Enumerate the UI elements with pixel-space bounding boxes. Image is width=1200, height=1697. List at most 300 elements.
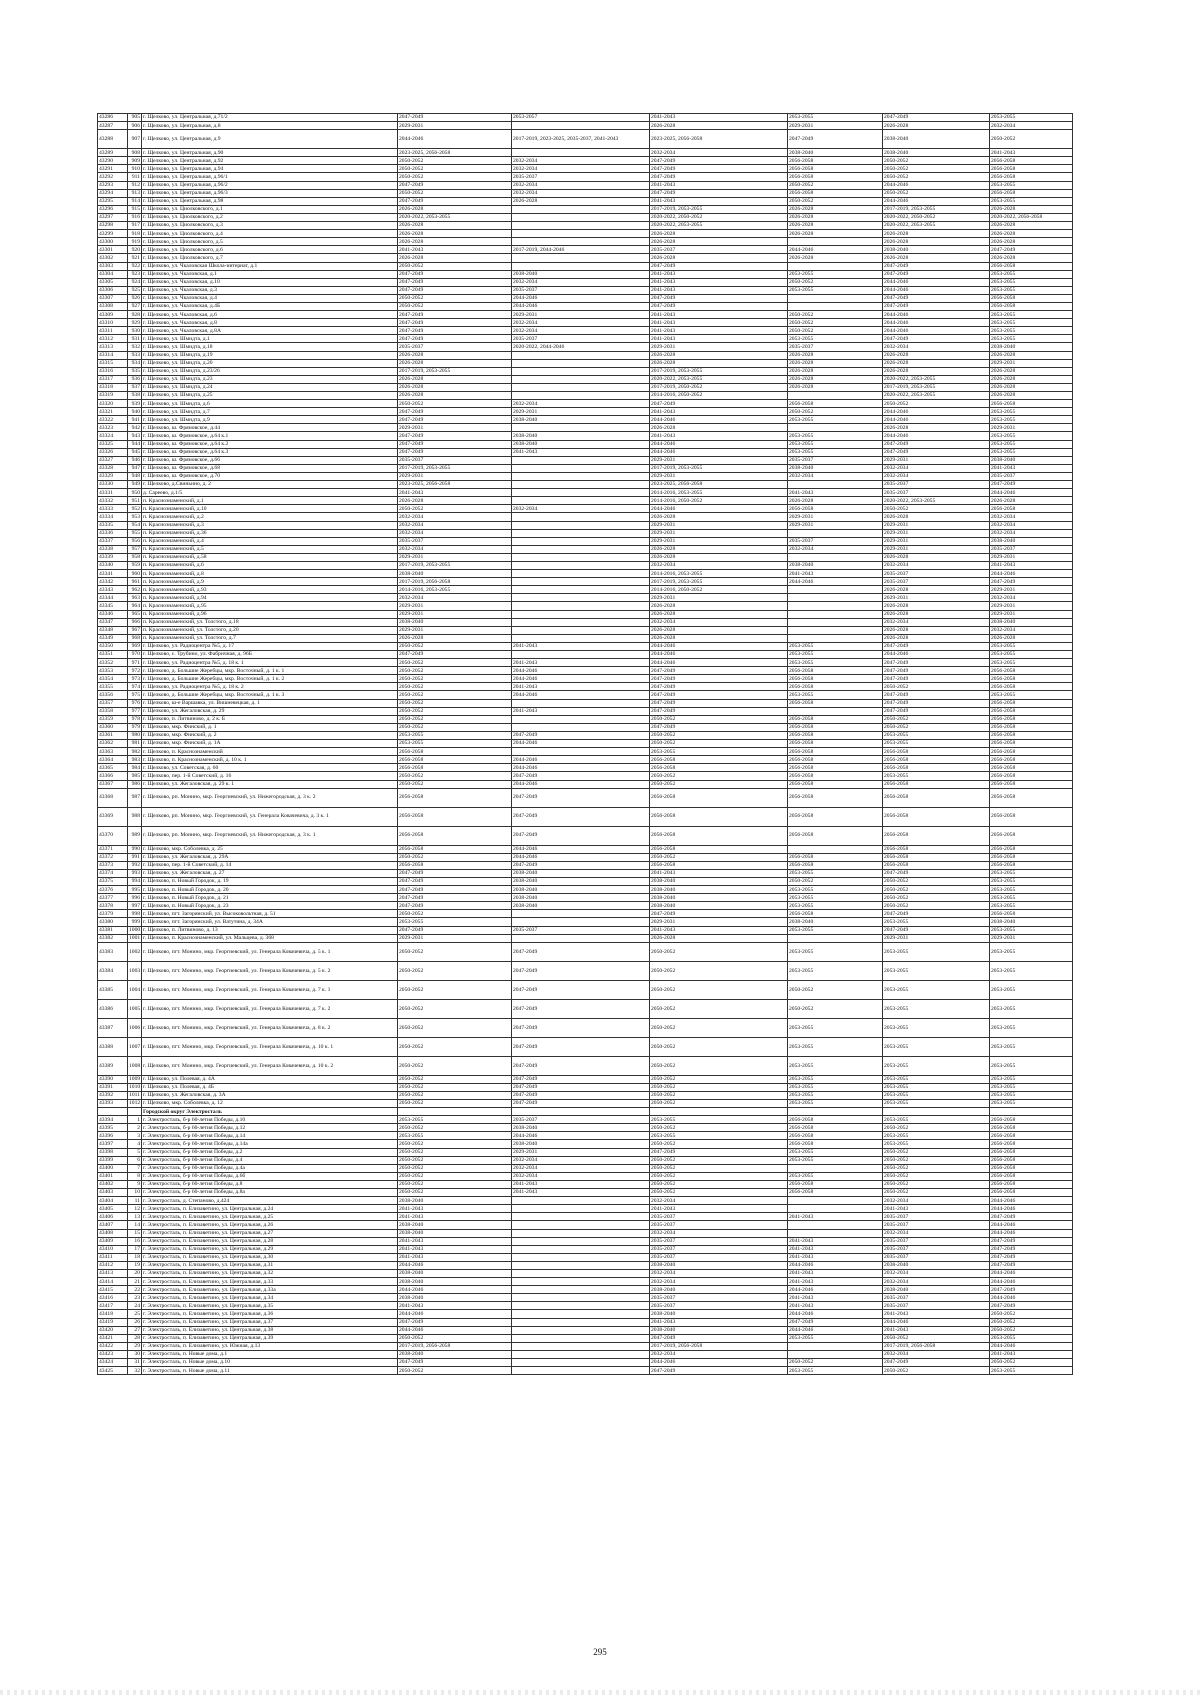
table-cell <box>512 626 650 634</box>
table-cell: 2050-2052 <box>883 715 990 723</box>
table-cell <box>788 707 883 715</box>
table-cell: 954 <box>128 521 142 529</box>
table-cell: 2050-2052 <box>788 408 883 416</box>
table-cell: г. Электросталь, п. Елизаветино, ул. Центральная, д.37 <box>142 1318 398 1326</box>
table-row <box>98 826 1073 845</box>
table-cell: 43381 <box>98 926 128 934</box>
table-cell: 1003 <box>128 961 142 980</box>
table-cell: 2050-2052 <box>788 877 883 885</box>
table-row <box>98 1140 1073 1148</box>
table-cell <box>512 367 650 375</box>
table-cell: 43371 <box>98 845 128 853</box>
table-cell: 2035-2037 <box>512 1116 650 1124</box>
table-cell: 2050-2052 <box>398 691 512 699</box>
table-cell: 43297 <box>98 213 128 221</box>
table-cell: 994 <box>128 877 142 885</box>
table-cell: 2056-2058 <box>788 683 883 691</box>
table-row <box>98 1172 1073 1180</box>
table-cell: 43334 <box>98 513 128 521</box>
table-cell: д. Сареево, д.1/5 <box>142 489 398 497</box>
table-cell <box>883 1108 990 1116</box>
table-cell: 2050-2052 <box>883 877 990 885</box>
table-cell: 43368 <box>98 788 128 807</box>
table-cell: 2041-2043 <box>650 327 788 335</box>
table-cell <box>512 1253 650 1261</box>
table-cell: 1007 <box>128 1037 142 1056</box>
table-row <box>98 114 1073 122</box>
table-cell: 43339 <box>98 553 128 561</box>
table-cell: 1 <box>128 1116 142 1124</box>
table-cell: 2029-2031 <box>650 343 788 351</box>
table-cell: 2050-2052 <box>398 707 512 715</box>
table-cell: 2026-2028 <box>512 197 650 205</box>
table-cell <box>788 294 883 302</box>
table-cell: 2041-2043 <box>788 1302 883 1310</box>
table-cell <box>512 918 650 926</box>
table-cell: 2053-2055 <box>788 1091 883 1099</box>
table-cell: 43367 <box>98 780 128 788</box>
table-cell: 2050-2052 <box>398 294 512 302</box>
table-cell: 940 <box>128 408 142 416</box>
table-row <box>98 861 1073 869</box>
table-cell: п. Краснознаменский, д.4 <box>142 537 398 545</box>
table-cell: г. Щелково, ул. Чкаловская, д.8 <box>142 319 398 327</box>
table-cell: 944 <box>128 440 142 448</box>
table-cell: 2041-2043 <box>650 1205 788 1213</box>
section-row <box>98 1108 1073 1116</box>
table-cell: 2032-2034 <box>990 594 1073 602</box>
table-cell: 2050-2052 <box>398 173 512 181</box>
table-cell: 2056-2058 <box>788 910 883 918</box>
table-cell: 2050-2052 <box>398 715 512 723</box>
table-cell: 2038-2040 <box>398 1229 512 1237</box>
table-cell: 999 <box>128 918 142 926</box>
table-row <box>98 926 1073 934</box>
table-cell: 2047-2049 <box>512 980 650 999</box>
table-cell: 2035-2037 <box>398 456 512 464</box>
table-cell: 2026-2028 <box>883 634 990 642</box>
table-cell: 43348 <box>98 626 128 634</box>
table-cell: 2032-2034 <box>650 149 788 157</box>
table-cell: 2056-2058 <box>398 807 512 826</box>
table-cell: 2020-2022, 2053-2055 <box>883 392 990 400</box>
table-row <box>98 1342 1073 1350</box>
table-row <box>98 602 1073 610</box>
table-row <box>98 1075 1073 1083</box>
table-cell: 2044-2046 <box>883 432 990 440</box>
table-cell: 2050-2052 <box>398 1172 512 1180</box>
table-cell: 2050-2052 <box>788 181 883 189</box>
table-cell: 2053-2055 <box>883 731 990 739</box>
table-cell: 2050-2052 <box>398 1148 512 1156</box>
table-cell: 2041-2043 <box>788 1278 883 1286</box>
table-cell: 2053-2055 <box>990 432 1073 440</box>
table-cell: 2050-2052 <box>398 642 512 650</box>
table-cell: 945 <box>128 448 142 456</box>
table-row <box>98 505 1073 513</box>
table-cell: 2041-2043 <box>788 1237 883 1245</box>
table-cell: 2053-2055 <box>990 651 1073 659</box>
table-cell: 43340 <box>98 561 128 569</box>
table-cell: 2029-2031 <box>990 934 1073 942</box>
table-cell: 2041-2043 <box>512 707 650 715</box>
table-cell: 2056-2058 <box>788 756 883 764</box>
table-cell: 2056-2058 <box>788 807 883 826</box>
table-row <box>98 642 1073 650</box>
table-cell: 2026-2028 <box>650 238 788 246</box>
table-cell: 2047-2049 <box>398 902 512 910</box>
table-row <box>98 740 1073 748</box>
table-cell: 2056-2058 <box>788 667 883 675</box>
table-cell: 2044-2046 <box>788 1310 883 1318</box>
table-cell: 2035-2037 <box>650 1221 788 1229</box>
table-cell: 2056-2058 <box>990 780 1073 788</box>
table-cell: 2050-2052 <box>883 173 990 181</box>
table-cell: 2029-2031 <box>398 122 512 130</box>
table-cell: 915 <box>128 205 142 213</box>
table-row <box>98 1132 1073 1140</box>
table-cell: 2056-2058 <box>650 826 788 845</box>
table-cell: 2047-2049 <box>512 1083 650 1091</box>
table-cell: 43330 <box>98 481 128 489</box>
table-cell: г. Щелково, ул. Центральная, д.9 <box>142 130 398 149</box>
table-cell: 995 <box>128 886 142 894</box>
table-cell: 2056-2058 <box>883 764 990 772</box>
table-cell <box>512 262 650 270</box>
table-cell: 2032-2034 <box>883 1269 990 1277</box>
table-cell: 43301 <box>98 246 128 254</box>
table-cell: 2053-2055 <box>788 432 883 440</box>
table-cell: 2047-2049 <box>883 869 990 877</box>
table-cell: 2041-2043 <box>650 319 788 327</box>
table-cell: 20 <box>128 1269 142 1277</box>
table-cell: г. Электросталь, п. Елизаветино, ул. Центральная, д.35 <box>142 1302 398 1310</box>
table-cell: 957 <box>128 545 142 553</box>
table-cell: 2047-2049 <box>650 1148 788 1156</box>
table-cell: 43324 <box>98 432 128 440</box>
table-cell <box>512 1108 650 1116</box>
table-cell: г. Щелково, ул. Жегаловская, д. 29 <box>142 707 398 715</box>
table-cell: 43291 <box>98 165 128 173</box>
table-cell: 2053-2055 <box>788 286 883 294</box>
table-cell: 43322 <box>98 416 128 424</box>
table-cell: 43351 <box>98 651 128 659</box>
table-cell: 2029-2031 <box>990 610 1073 618</box>
table-cell: 2053-2055 <box>990 886 1073 894</box>
table-cell: 2056-2058 <box>990 1116 1073 1124</box>
table-cell: 987 <box>128 788 142 807</box>
table-cell: 2023-2025, 2056-2058 <box>650 130 788 149</box>
table-cell: 2050-2052 <box>883 1156 990 1164</box>
table-cell: 2014-2016, 2050-2052 <box>650 586 788 594</box>
table-cell: г. Щелково, ул. Центральная, д.94 <box>142 165 398 173</box>
table-cell <box>512 610 650 618</box>
table-cell: 2050-2052 <box>788 278 883 286</box>
table-row <box>98 1148 1073 1156</box>
table-cell: п. Краснознаменский, д.5 <box>142 545 398 553</box>
table-cell: 43295 <box>98 197 128 205</box>
table-cell: 2041-2043 <box>398 489 512 497</box>
table-cell: 956 <box>128 537 142 545</box>
table-cell: 2053-2055 <box>788 869 883 877</box>
table-cell <box>512 149 650 157</box>
table-cell: 911 <box>128 173 142 181</box>
table-cell: п. Краснознаменский, д.3 <box>142 521 398 529</box>
table-row <box>98 1318 1073 1326</box>
table-cell: 2017-2019, 2053-2055 <box>650 367 788 375</box>
table-cell: 2053-2055 <box>990 877 1073 885</box>
table-cell: 2035-2037 <box>650 246 788 254</box>
table-cell: 2050-2052 <box>650 942 788 961</box>
table-cell <box>512 1359 650 1367</box>
table-cell <box>788 481 883 489</box>
table-cell: 2053-2055 <box>990 335 1073 343</box>
table-cell: 2047-2049 <box>512 861 650 869</box>
table-cell: 2053-2055 <box>883 1018 990 1037</box>
table-cell: 2050-2052 <box>398 1334 512 1342</box>
table-cell: г. Щелково, ул. Центральная, д.90 <box>142 149 398 157</box>
table-cell: 2050-2052 <box>398 667 512 675</box>
table-cell: 2026-2028 <box>883 610 990 618</box>
table-cell: 2044-2046 <box>990 1342 1073 1350</box>
table-cell: 43377 <box>98 894 128 902</box>
table-cell: 43288 <box>98 130 128 149</box>
table-cell: 2026-2028 <box>883 586 990 594</box>
table-cell: 2038-2040 <box>398 1294 512 1302</box>
table-cell: 2053-2055 <box>398 731 512 739</box>
table-cell: 2056-2058 <box>990 731 1073 739</box>
table-cell: 2032-2034 <box>990 626 1073 634</box>
table-cell: 2053-2055 <box>788 1172 883 1180</box>
table-cell: 2050-2052 <box>788 327 883 335</box>
table-cell: 43303 <box>98 262 128 270</box>
table-cell: 2047-2049 <box>650 691 788 699</box>
table-cell: 1010 <box>129 1084 141 1091</box>
table-cell: 9 <box>128 1180 142 1188</box>
table-cell: 952 <box>128 505 142 513</box>
table-cell: 2044-2046 <box>398 1310 512 1318</box>
table-cell: 979 <box>128 723 142 731</box>
table-cell: 2053-2055 <box>883 999 990 1018</box>
table-cell: г. Щелково, с. Трубино, ул. Фабричная, д. 96Б <box>142 651 398 659</box>
table-cell: 2032-2034 <box>883 1278 990 1286</box>
table-cell: 905 <box>128 114 142 122</box>
table-cell: 2047-2049 <box>650 262 788 270</box>
table-row <box>98 699 1073 707</box>
table-cell: 2032-2034 <box>883 1197 990 1205</box>
table-cell: 2044-2046 <box>883 197 990 205</box>
table-cell: 2053-2055 <box>883 1116 990 1124</box>
table-cell: 913 <box>128 189 142 197</box>
table-cell: 2047-2049 <box>990 481 1073 489</box>
table-cell: 967 <box>128 626 142 634</box>
table-row <box>98 707 1073 715</box>
table-cell: 2050-2052 <box>650 853 788 861</box>
table-cell: 2056-2058 <box>650 756 788 764</box>
table-row <box>98 294 1073 302</box>
table-cell: 2047-2049 <box>398 886 512 894</box>
table-cell: 2026-2028 <box>883 254 990 262</box>
table-cell: г. Щелково, пгт. Монино, мкр. Георгиевский, ул. Генерала Ковачевича, д. 10 к. 2 <box>142 1056 398 1075</box>
table-cell: 2044-2046 <box>990 1221 1073 1229</box>
table-cell: 2017-2019, 2053-2055 <box>650 578 788 586</box>
table-cell: 43378 <box>98 902 128 910</box>
table-cell: 2038-2040 <box>512 869 650 877</box>
table-cell: 2053-2055 <box>990 999 1073 1018</box>
table-cell: 2032-2034 <box>512 319 650 327</box>
table-cell <box>512 383 650 391</box>
table-cell: 2044-2046 <box>990 1294 1073 1302</box>
table-cell: 2053-2055 <box>788 926 883 934</box>
table-cell: 2041-2043 <box>788 1269 883 1277</box>
table-cell: 43376 <box>98 886 128 894</box>
table-row <box>98 667 1073 675</box>
table-row <box>98 189 1073 197</box>
table-cell: 991 <box>128 853 142 861</box>
table-cell: г. Щелково, ул. Шмидта, д.23 <box>142 375 398 383</box>
table-cell: 2026-2028 <box>883 513 990 521</box>
table-cell <box>512 1278 650 1286</box>
table-cell: 2047-2049 <box>990 1213 1073 1221</box>
table-cell: 2026-2028 <box>650 634 788 642</box>
table-cell: 43365 <box>98 764 128 772</box>
table-cell: 2041-2043 <box>788 1294 883 1302</box>
table-cell: 43370 <box>98 826 128 845</box>
table-cell: 972 <box>128 667 142 675</box>
table-cell: 43326 <box>98 448 128 456</box>
table-cell: 2035-2037 <box>512 335 650 343</box>
table-cell: п. Краснознаменский, д.9 <box>142 578 398 586</box>
table-cell: 2056-2058 <box>990 683 1073 691</box>
table-cell: 43315 <box>98 359 128 367</box>
table-row <box>98 853 1073 861</box>
table-cell: 2050-2052 <box>398 400 512 408</box>
table-cell: 2050-2052 <box>650 1172 788 1180</box>
table-cell: 2038-2040 <box>650 886 788 894</box>
table-row <box>98 675 1073 683</box>
table-cell: 1009 <box>129 1076 141 1083</box>
table-cell: 2017-2019, 2050-2052 <box>650 383 788 391</box>
table-cell: 2050-2052 <box>883 723 990 731</box>
table-cell: 43382 <box>98 934 128 942</box>
table-cell: 2026-2028 <box>650 351 788 359</box>
table-cell: 43380 <box>98 918 128 926</box>
table-cell: 2056-2058 <box>990 262 1073 270</box>
table-cell: 2056-2058 <box>788 1180 883 1188</box>
table-cell: 982 <box>128 748 142 756</box>
table-cell: 2053-2055 <box>883 740 990 748</box>
table-cell: г. Щелково, ул. Циолковского, д.2 <box>142 213 398 221</box>
table-cell: 43394 <box>98 1116 128 1124</box>
table-cell <box>512 1294 650 1302</box>
table-cell: 2041-2043 <box>650 197 788 205</box>
table-cell: 2032-2034 <box>990 529 1073 537</box>
table-row <box>98 723 1073 731</box>
table-cell: 2038-2040 <box>512 894 650 902</box>
table-cell: 2026-2028 <box>398 222 512 230</box>
table-cell: 43416 <box>98 1294 128 1302</box>
table-row <box>98 254 1073 262</box>
table-cell: г. Щелково, ул. Полевая, д. 4А <box>142 1075 398 1083</box>
table-cell: 22 <box>128 1286 142 1294</box>
table-cell: 43342 <box>98 578 128 586</box>
table-cell <box>512 351 650 359</box>
table-cell: 2017-2019, 2053-2055 <box>883 205 990 213</box>
table-cell: 2023-2025, 2056-2058 <box>398 149 512 157</box>
table-cell: 2053-2055 <box>990 659 1073 667</box>
table-cell: 937 <box>128 383 142 391</box>
table-cell: 2047-2049 <box>512 1018 650 1037</box>
table-cell: 2056-2058 <box>990 756 1073 764</box>
table-cell: 2026-2028 <box>398 359 512 367</box>
table-cell: г. Щелково, п. Краснознаменский, д. 10 к. 1 <box>142 756 398 764</box>
table-cell: 2035-2037 <box>650 1302 788 1310</box>
table-cell: 2032-2034 <box>883 618 990 626</box>
table-cell: 2044-2046 <box>398 1326 512 1334</box>
table-cell: 986 <box>128 780 142 788</box>
table-cell: 2053-2055 <box>650 748 788 756</box>
table-cell: 934 <box>128 359 142 367</box>
table-cell: г. Щелково, ул. Чкаловская, д.8А <box>142 327 398 335</box>
table-cell: 43420 <box>98 1326 128 1334</box>
table-cell <box>512 594 650 602</box>
table-cell: 43398 <box>98 1148 128 1156</box>
table-cell: 2017-2019, 2053-2055 <box>650 205 788 213</box>
table-cell: 2047-2049 <box>398 286 512 294</box>
table-cell: 2047-2049 <box>883 270 990 278</box>
table-cell: 2044-2046 <box>650 651 788 659</box>
table-cell: 2056-2058 <box>990 675 1073 683</box>
table-cell: 939 <box>128 400 142 408</box>
table-cell: 27 <box>128 1326 142 1334</box>
table-cell: 2032-2034 <box>398 521 512 529</box>
table-row <box>98 497 1073 505</box>
table-cell: 2056-2058 <box>990 845 1073 853</box>
table-cell: г. Щелково, ул. Циолковского, д.5 <box>142 238 398 246</box>
table-cell: 2026-2028 <box>398 351 512 359</box>
table-cell: 2056-2058 <box>990 189 1073 197</box>
table-cell: 947 <box>128 464 142 472</box>
table-cell: 2047-2049 <box>883 1359 990 1367</box>
table-cell <box>512 570 650 578</box>
table-cell: 2047-2049 <box>650 294 788 302</box>
table-cell: 2041-2043 <box>398 1213 512 1221</box>
table-cell: г. Щелково, ул. Шмидта, д.9 <box>142 416 398 424</box>
table-cell: 2053-2055 <box>883 1075 990 1083</box>
table-row <box>98 383 1073 391</box>
table-cell: 2038-2040 <box>398 1278 512 1286</box>
table-cell: г. Щелково, пгт. Монино, мкр. Георгиевский, ул. Генерала Ковачевича, д. 5 к. 1 <box>142 942 398 961</box>
table-cell: 2056-2058 <box>398 756 512 764</box>
schedule-table <box>97 113 1073 1375</box>
table-cell: 2029-2031 <box>883 545 990 553</box>
table-row <box>98 894 1073 902</box>
table-row <box>98 1189 1073 1197</box>
table-cell: 2047-2049 <box>990 1245 1073 1253</box>
table-row <box>98 375 1073 383</box>
table-cell: 43344 <box>98 594 128 602</box>
table-cell: 2050-2052 <box>650 999 788 1018</box>
table-cell: 2050-2052 <box>650 980 788 999</box>
table-cell: 2053-2055 <box>990 1037 1073 1056</box>
table-cell: 2053-2055 <box>398 918 512 926</box>
table-cell: г. Щелково, мкр. Финский, д. 1 <box>142 723 398 731</box>
table-cell: 2050-2052 <box>788 999 883 1018</box>
table-cell: 43328 <box>98 464 128 472</box>
table-cell <box>512 723 650 731</box>
table-cell: 2056-2058 <box>990 157 1073 165</box>
table-cell: г. Щелково, ул. Радиоцентра №5, д. 18 к. 1 <box>142 659 398 667</box>
